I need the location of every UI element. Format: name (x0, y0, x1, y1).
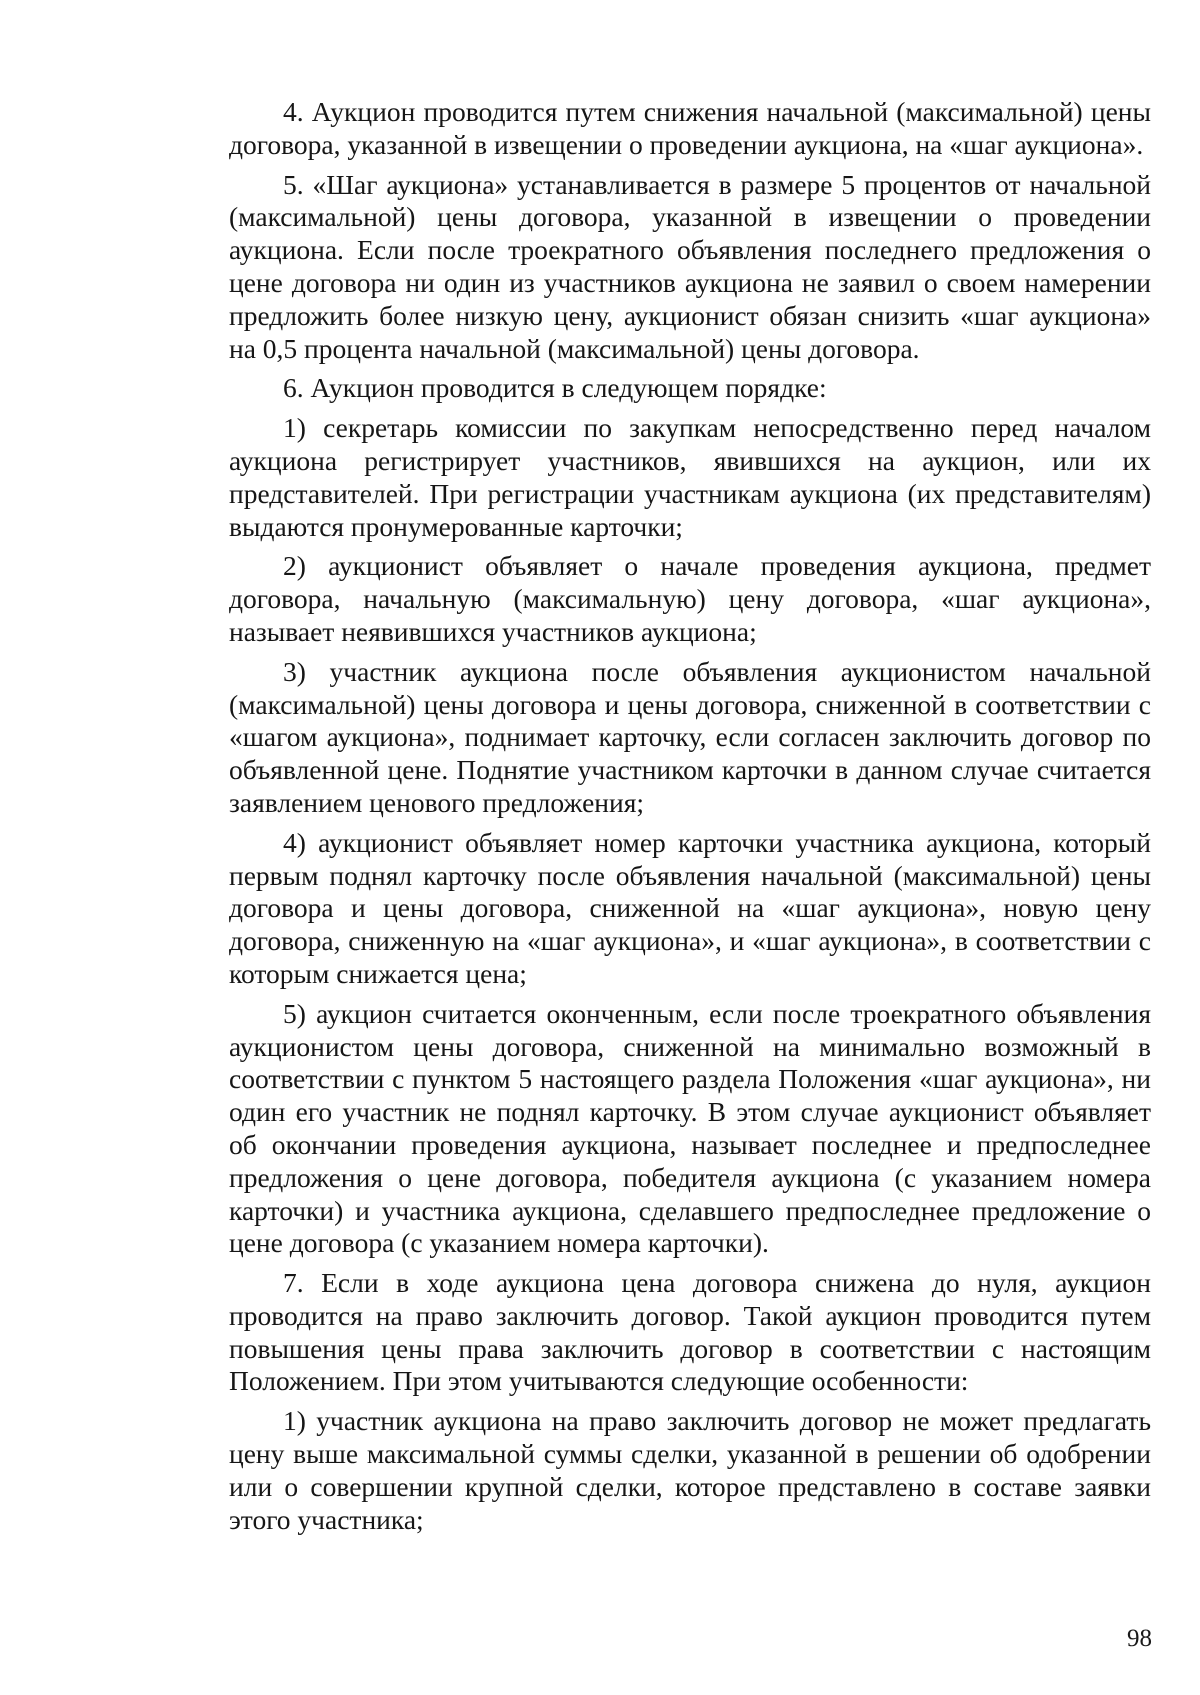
page-number: 98 (1127, 1625, 1152, 1652)
document-body (229, 96, 1151, 1543)
paragraph-item-5: 5. «Шаг аукциона» устанавливается в размере 5 процентов от начальной (максимальной) цены договора, указанной в извещении о проведении аукциона. Если после троекратного объявления последнего предложения о цене договора ни один из участников аукциона не заявил о своем намерении предложить более низкую цену, аукционист обязан снизить «шаг аукциона» на 0,5 процента начальной (максимальной) цены договора. (229, 168, 1151, 364)
paragraph-subitem-6-5: 5) аукцион считается оконченным, если после троекратного объявления аукционистом цены договора, сниженной на минимально возможный в соответствии с пунктом 5 настоящего раздела Положения «шаг аукциона», ни один его участник не поднял карточку. В этом случае аукционист объявляет об окончании проведения аукциона, называет последнее и предпоследнее предложения о цене договора, победителя аукциона (с указанием номера карточки) и участника аукциона, сделавшего предпоследнее предложение о цене договора (с указанием номера карточки). (229, 997, 1151, 1259)
paragraph-subitem-6-2: 2) аукционист объявляет о начале проведения аукциона, предмет договора, начальную (максимальную) цену договора, «шаг аукциона», называет неявившихся участников аукциона; (229, 550, 1151, 647)
paragraph-subitem-6-3: 3) участник аукциона после объявления аукционистом начальной (максимальной) цены договора и цены договора, сниженной в соответствии с «шагом аукциона», поднимает карточку, если согласен заключить договор по объявленной цене. Поднятие участником карточки в данном случае считается заявлением ценового предложения; (229, 655, 1151, 818)
paragraph-item-4: 4. Аукцион проводится путем снижения начальной (максимальной) цены договора, указанной в извещении о проведении аукциона, на «шаг аукциона». (229, 96, 1151, 160)
paragraph-item-6: 6. Аукцион проводится в следующем порядке: (283, 372, 827, 404)
paragraph-subitem-6-1: 1) секретарь комиссии по закупкам непосредственно перед началом аукциона регистрирует участников, явившихся на аукцион, или их представителей. При регистрации участникам аукциона (их представителям) выдаются пронумерованные карточки; (229, 412, 1151, 542)
paragraph-item-7: 7. Если в ходе аукциона цена договора снижена до нуля, аукцион проводится на право заключить договор. Такой аукцион проводится путем повышения цены права заключить договор в соответствии с настоящим Положением. При этом учитываются следующие особенности: (229, 1267, 1151, 1397)
paragraph-subitem-6-4: 4) аукционист объявляет номер карточки участника аукциона, который первым поднял карточку после объявления начальной (максимальной) цены договора и цены договора, сниженной на «шаг аукциона», новую цену договора, сниженную на «шаг аукциона», и «шаг аукциона», в соответствии с которым снижается цена; (229, 826, 1151, 989)
paragraph-subitem-7-1: 1) участник аукциона на право заключить договор не может предлагать цену выше максимальной суммы сделки, указанной в решении об одобрении или о совершении крупной сделки, которое представлено в составе заявки этого участника; (229, 1405, 1151, 1535)
